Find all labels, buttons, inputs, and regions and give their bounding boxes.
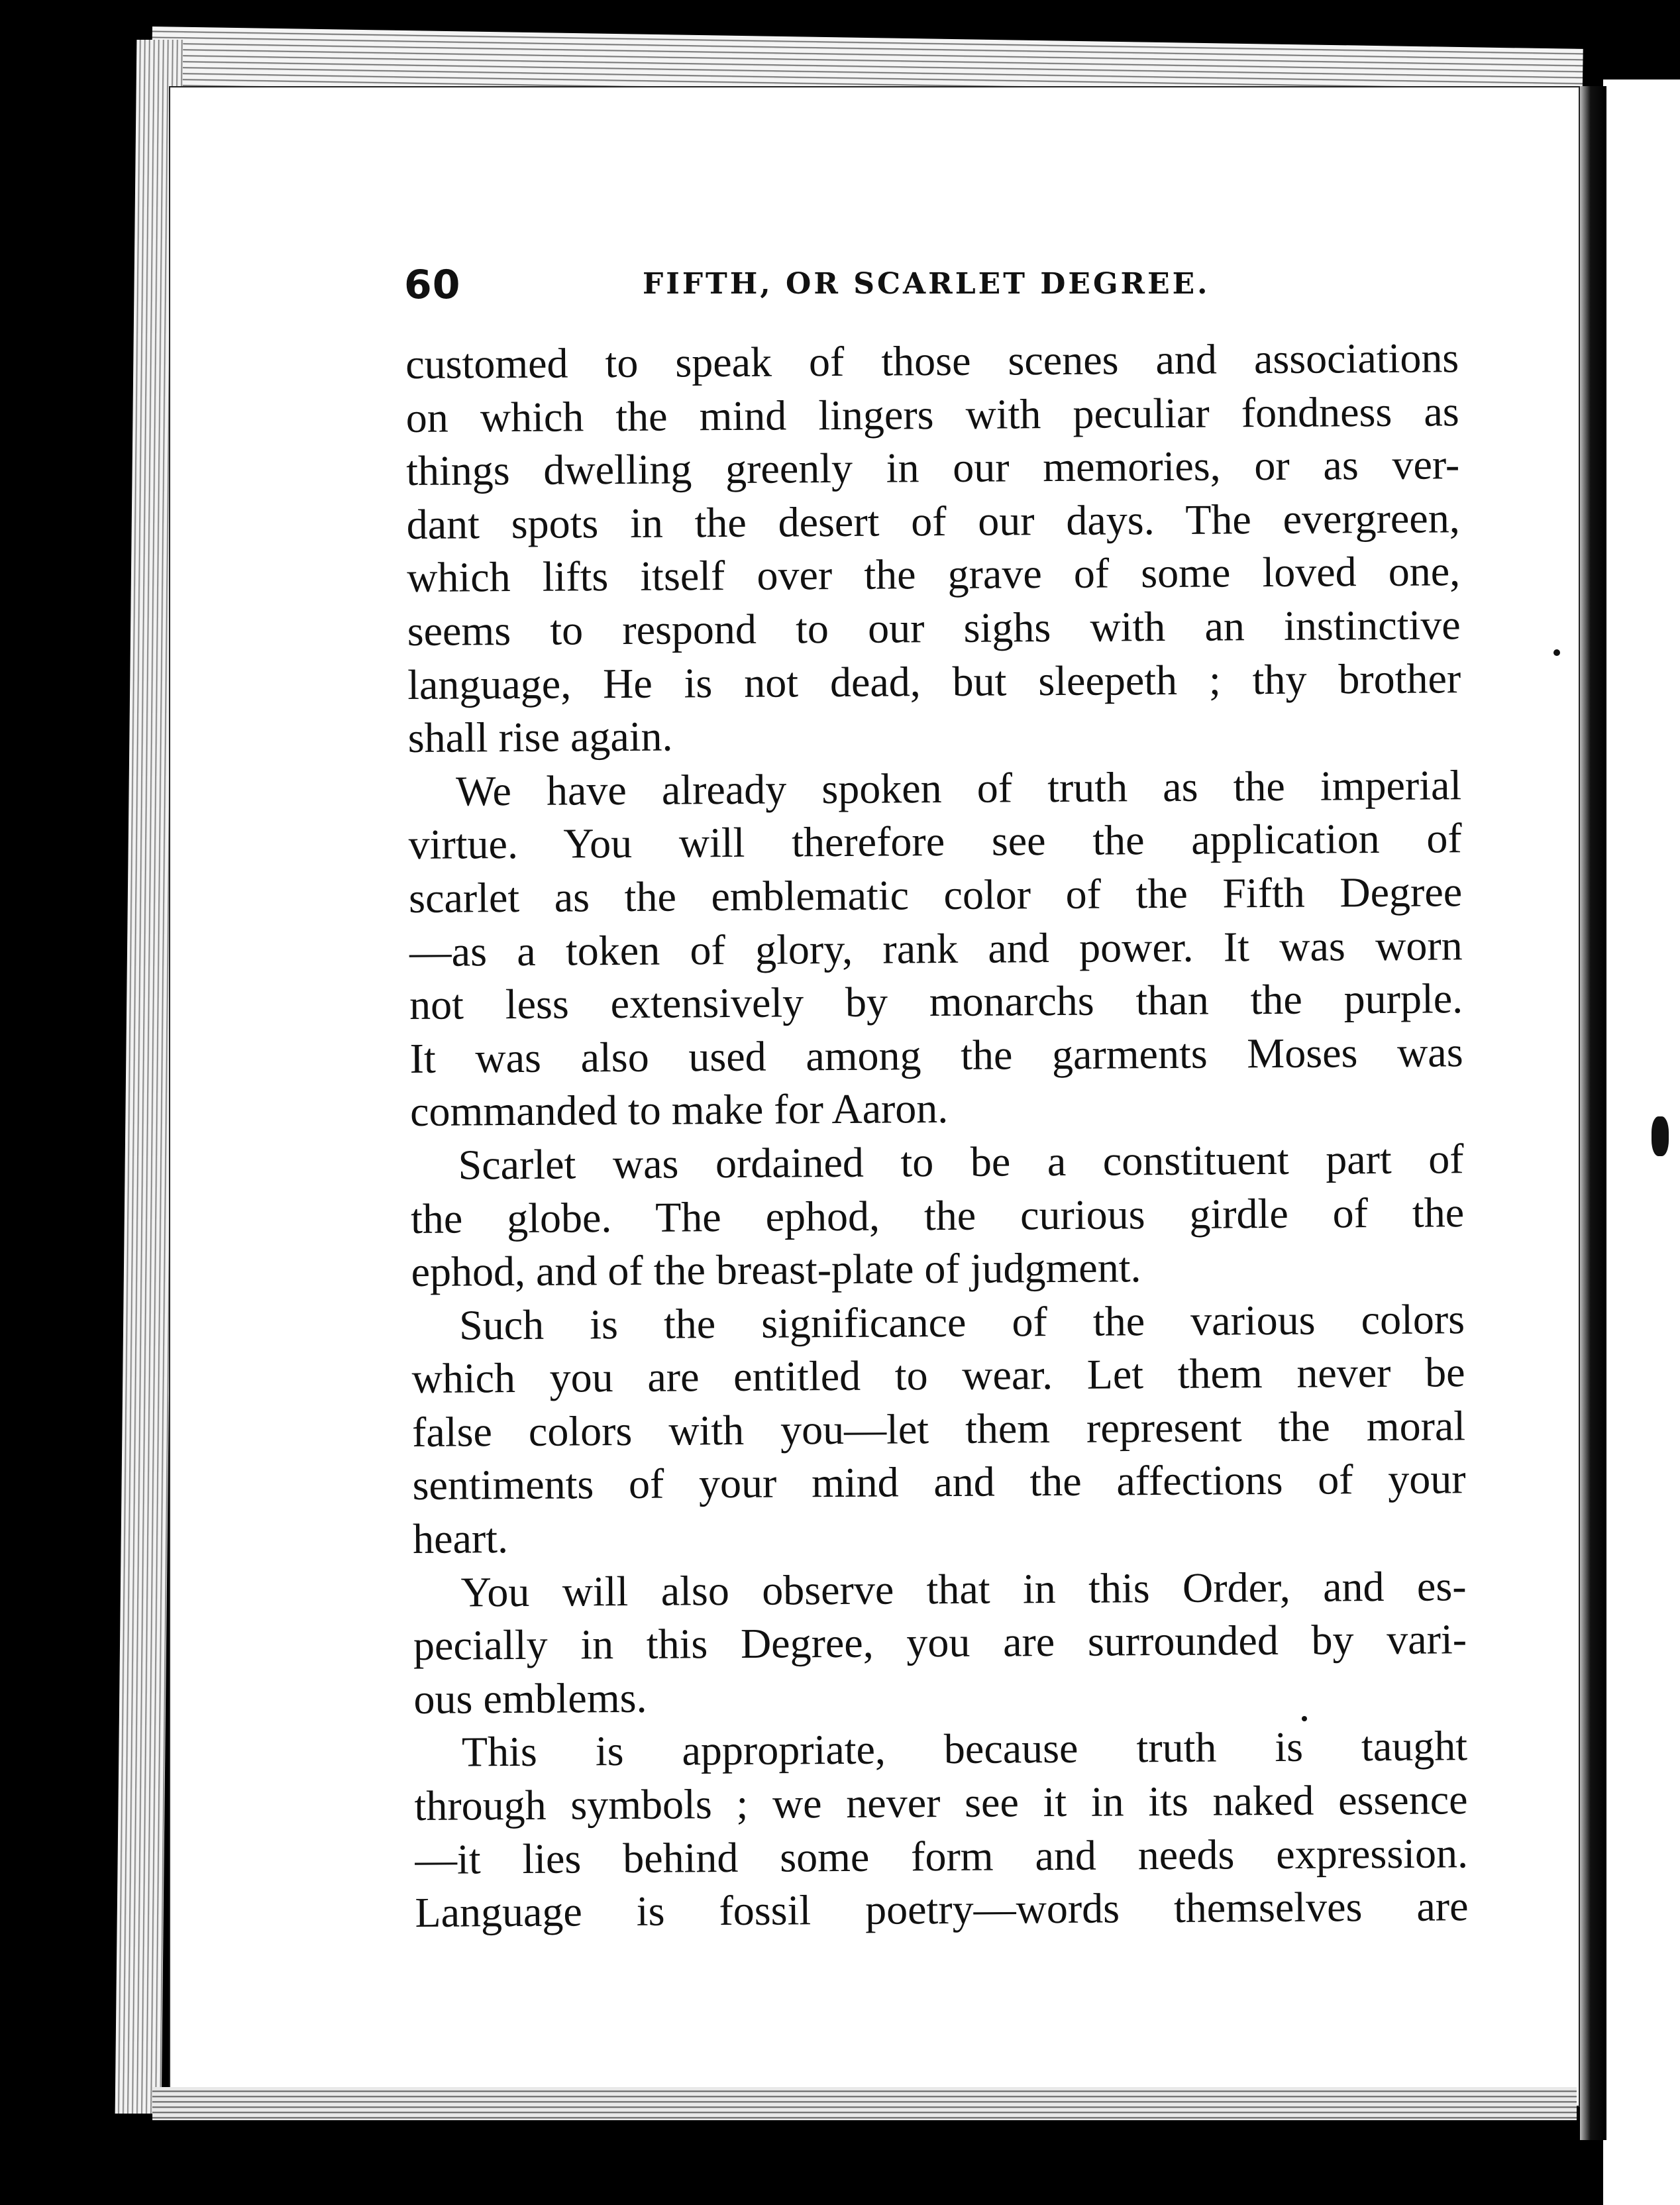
text-line: which you are entitled to wear. Let them never be [411,1348,1465,1403]
text-line: through symbols ; we never see it in its naked essence [414,1776,1468,1829]
text-line: This is appropriate, because truth is taught [461,1722,1468,1776]
text-line: heart. [412,1515,509,1563]
book-bottom-edge [152,2087,1577,2120]
text-line: ous emblems. [413,1674,647,1723]
text-line: false colors with you—let them represent the moral [411,1402,1466,1456]
text-line: which lifts itself over the grave of some loved one, [406,547,1461,602]
text-line: language, He is not dead, but sleepeth ; thy brother [407,654,1461,708]
text-line: Language is fossil poetry—words themselves are [415,1882,1469,1937]
text-line: on which the mind lingers with peculiar fondness as [405,387,1459,441]
text-line: —as a token of glory, rank and power. It was worn [409,921,1463,975]
text-line: the globe. The ephod, the curious girdle of the [410,1188,1465,1242]
text-line: commanded to make for Aaron. [409,1085,949,1136]
scan-speck [1652,1116,1669,1156]
text-line: seems to respond to our sighs with an instinctive [407,601,1461,655]
text-line: It was also used among the garments Moses was [409,1028,1463,1082]
text-line: We have already spoken of truth as the imperial [455,761,1462,815]
text-line: customed to speak of those scenes and associations [405,334,1459,388]
scan-speck [1302,1716,1307,1721]
text-line: scarlet as the emblematic color of the Fifth Degree [408,868,1463,922]
page-gutter-shadow [1580,86,1606,2140]
text-line: sentiments of your mind and the affections of your [412,1455,1466,1509]
text-line: pecially in this Degree, you are surrounded by vari- [413,1615,1467,1670]
text-line: Scarlet was ordained to be a constituent part of [458,1135,1464,1189]
text-line: ephod, and of the breast-plate of judgment. [411,1244,1141,1296]
text-line: virtue. You will therefore see the application of [408,814,1462,869]
scan-speck [1553,649,1560,656]
text-line: You will also observe that in this Order, and es- [460,1562,1467,1616]
running-head [404,262,1597,308]
text-line: not less extensively by monarchs than the purple. [409,975,1463,1029]
text-line: things dwelling greenly in our memories, or as ver- [406,441,1460,495]
text-line: shall rise again. [407,712,673,762]
text-line: Such is the significance of the various colors [458,1295,1465,1349]
running-title: FIFTH, OR SCARLET DEGREE. [643,267,1210,301]
body-text [405,331,1469,1939]
text-line: —it lies behind some form and needs expression. [414,1829,1469,1883]
page-number: 60 [404,262,461,308]
text-line: dant spots in the desert of our days. The evergreen, [406,494,1460,548]
